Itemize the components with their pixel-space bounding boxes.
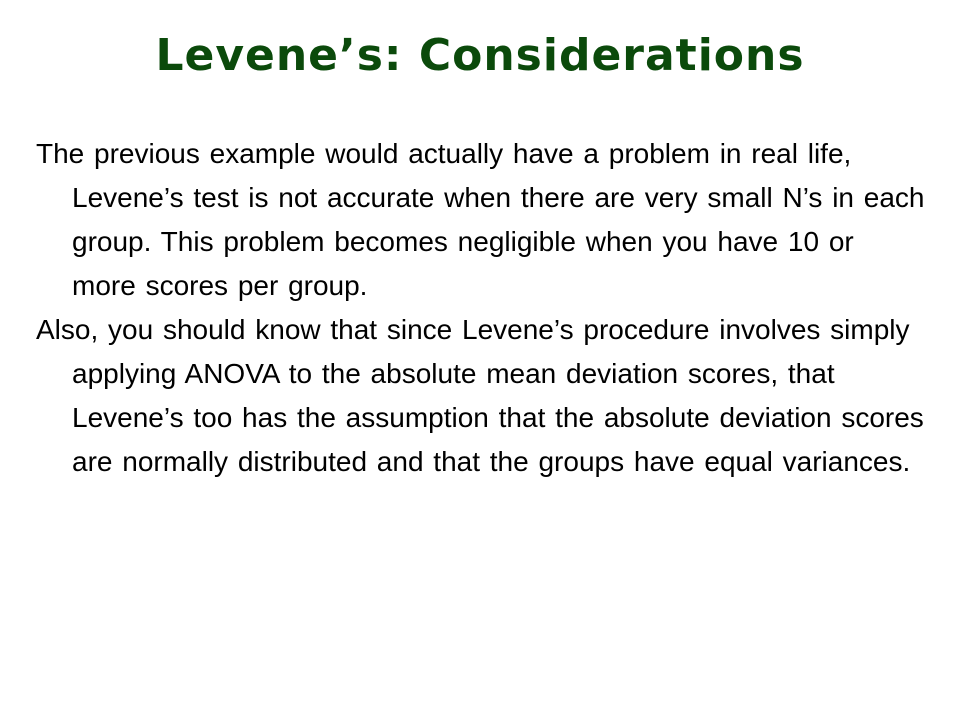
paragraph-levene-assumption: Also, you should know that since Levene’s procedure involves simply applying ANOVA to the absolute mean deviation scores, that Levene’s too has the assumption that the absolute deviation scores are normally distributed and that the groups have equal variances.: [36, 314, 924, 477]
slide-title: Levene’s: Considerations: [155, 30, 805, 81]
paragraph-small-n-problem: The previous example would actually have a problem in real life, Levene’s test is not accurate when there are very small N’s in each group. This problem becomes negligible when you have 10 or more scores per group.: [36, 138, 925, 301]
slide-body: [36, 132, 926, 484]
